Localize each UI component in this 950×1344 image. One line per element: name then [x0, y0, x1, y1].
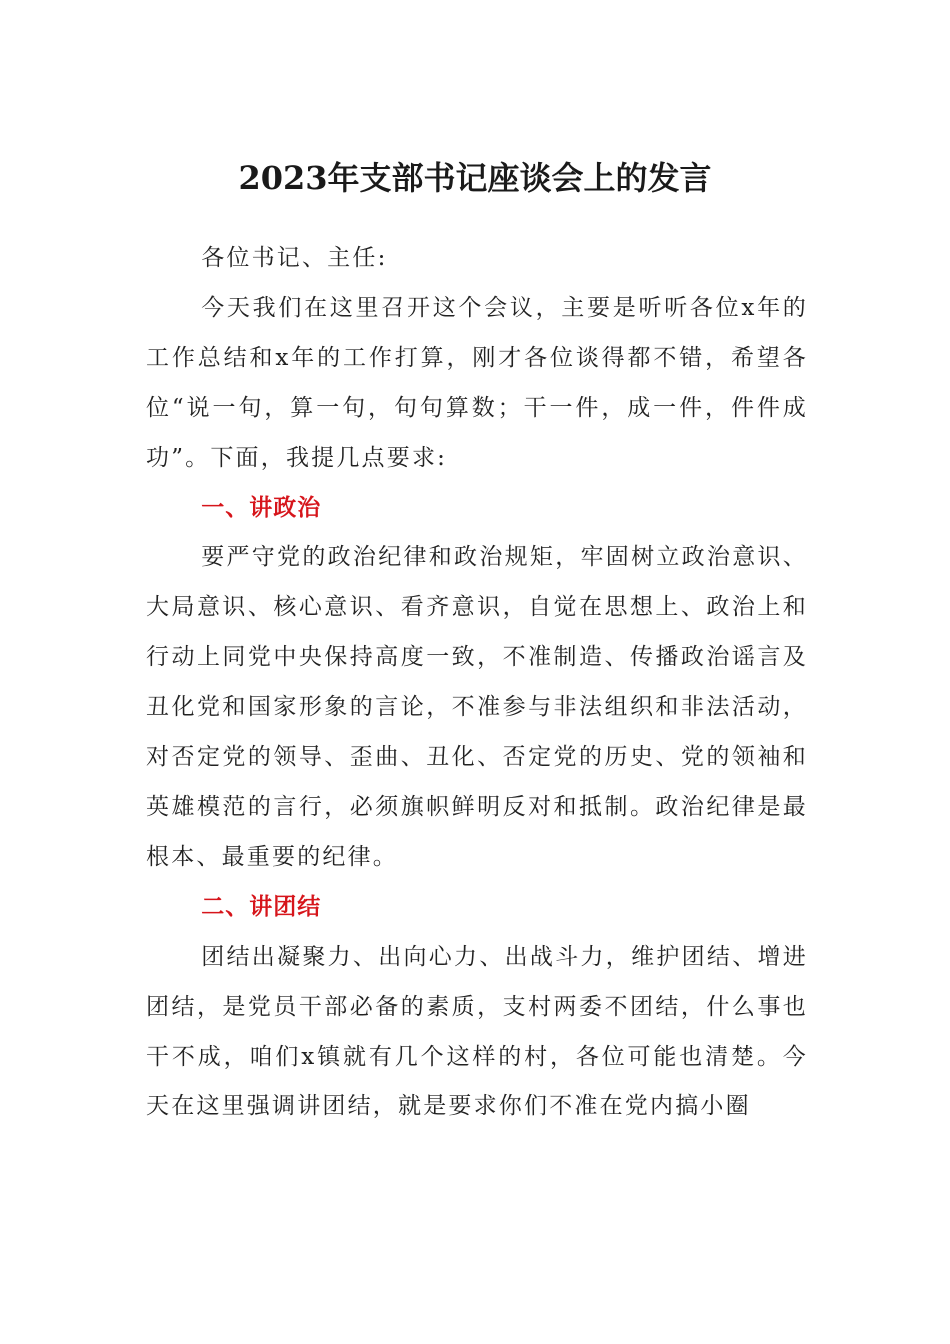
document-title: 2023年支部书记座谈会上的发言	[238, 159, 712, 197]
section-paragraph-politics: 要严守党的政治纪律和政治规矩，牢固树立政治意识、大局意识、核心意识、看齐意识，自觉在思想上、政治上和行动上同党中央保持高度一致，不准制造、传播政治谣言及丑化党和国家形象的言论，不准参与非法组织和非法活动，对否定党的领导、歪曲、丑化、否定党的历史、党的领袖和英雄模范的言行，必须旗帜鲜明反对和抵制。政治纪律是最根本、最重要的纪律。	[146, 544, 808, 870]
intro-paragraph: 今天我们在这里召开这个会议，主要是听听各位x年的工作总结和x年的工作打算，刚才各位谈得都不错，希望各位“说一句，算一句，句句算数；干一件，成一件，件件成功”。下面，我提几点要求:	[146, 294, 808, 471]
section-heading-unity: 二、讲团结	[201, 893, 322, 920]
greeting-paragraph: 各位书记、主任:	[201, 245, 388, 271]
document-body	[146, 234, 808, 1132]
section-paragraph-unity: 团结出凝聚力、出向心力、出战斗力，维护团结、增进团结，是党员干部必备的素质，支村两委不团结，什么事也干不成，咱们x镇就有几个这样的村，各位可能也清楚。今天在这里强调讲团结，就是要求你们不准在党内搞小圈	[146, 943, 808, 1120]
section-heading-politics: 一、讲政治	[201, 494, 322, 521]
